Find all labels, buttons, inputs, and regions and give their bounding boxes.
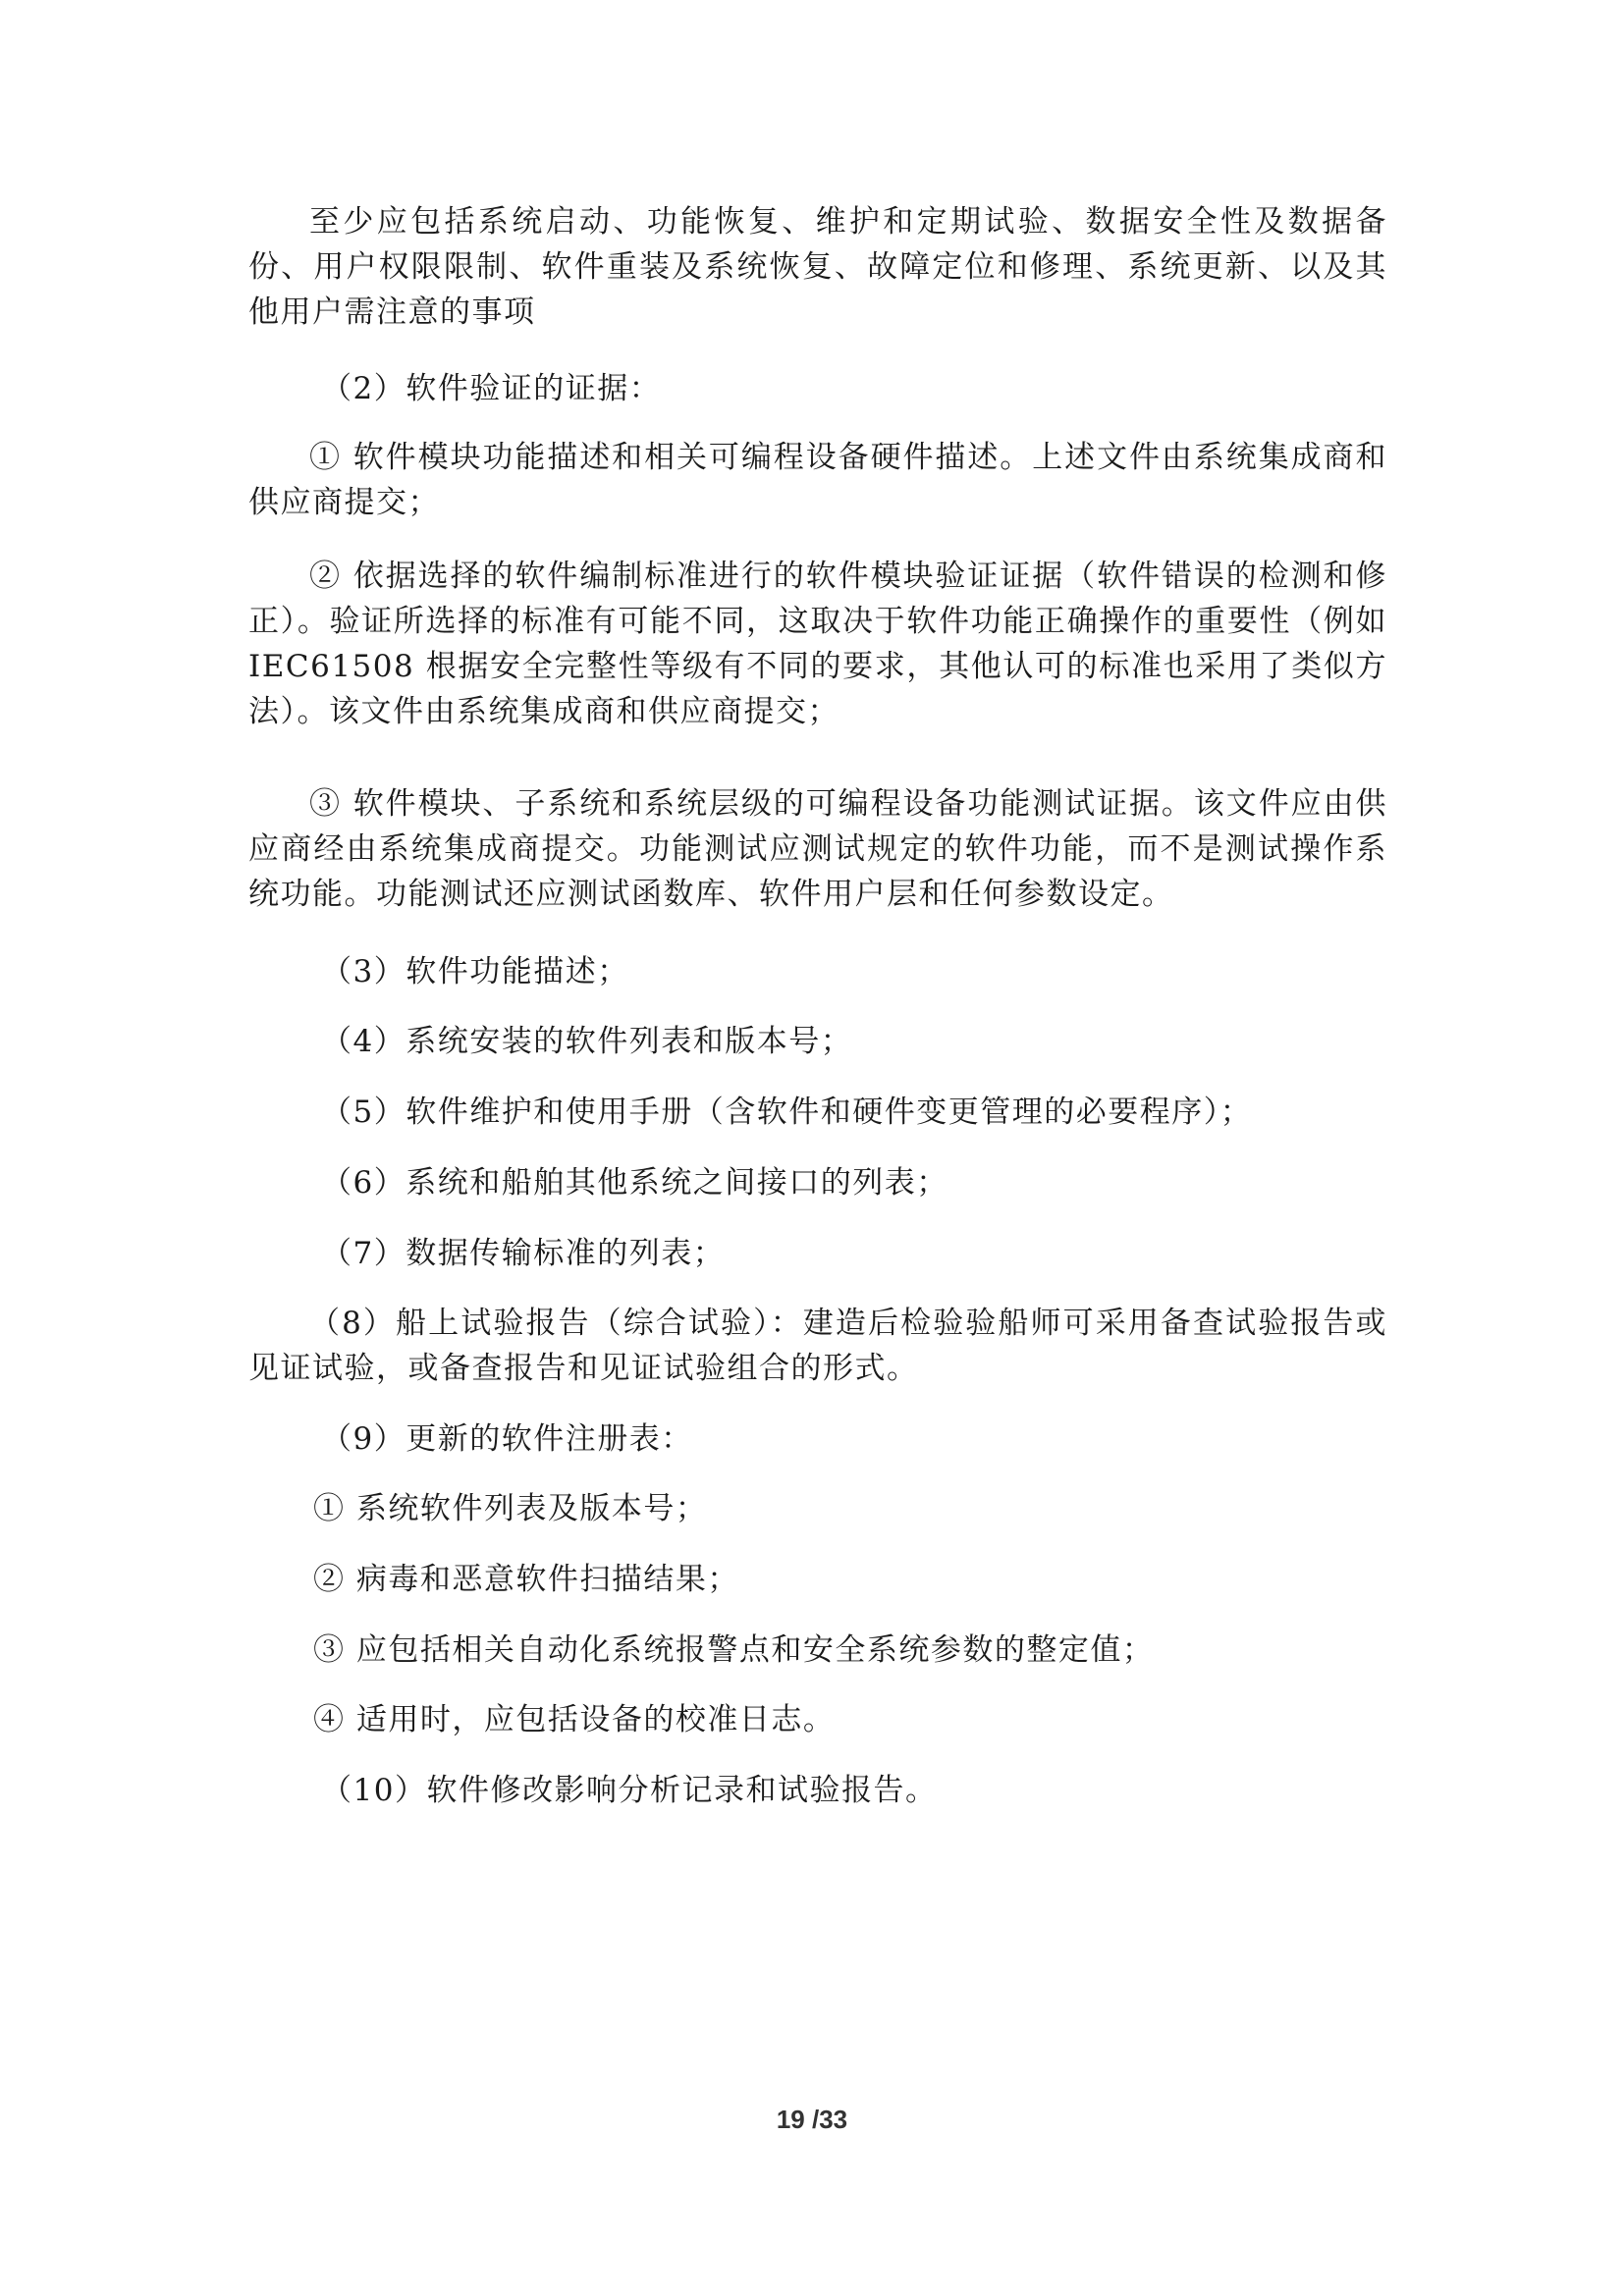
paragraph-maintenance-manual: （5）软件维护和使用手册（含软件和硬件变更管理的必要程序）；	[321, 1095, 1253, 1130]
paragraph-data-standards: （7）数据传输标准的列表；	[321, 1236, 726, 1271]
list-item-virus-scan: ② 病毒和恶意软件扫描结果；	[313, 1562, 739, 1597]
list-item-software-versions: ① 系统软件列表及版本号；	[313, 1491, 708, 1526]
paragraph-item-2-verification-evidence: ② 依据选择的软件编制标准进行的软件模块验证证据（软件错误的检测和修正）。验证所选择的标准有可能不同，这取决于软件功能正确操作的重要性（例如 IEC61508 根据安全完整性等级有不同的要求，其他认可的标准也采用了类似方法）。该文件由系统集成商和供应商提交；	[248, 559, 1387, 729]
paragraph-onboard-test-report: （8）船上试验报告（综合试验）：建造后检验验船师可采用备查试验报告或见证试验，或备查报告和见证试验组合的形式。	[248, 1306, 1387, 1386]
paragraph-item-3-function-test-evidence: ③ 软件模块、子系统和系统层级的可编程设备功能测试证据。该文件应由供应商经由系统集成商提交。功能测试应测试规定的软件功能，而不是测试操作系统功能。功能测试还应测试函数库、软件用户层和任何参数设定。	[248, 786, 1387, 912]
paragraph-software-registry: （9）更新的软件注册表：	[321, 1421, 693, 1457]
paragraph-function-description: （3）软件功能描述；	[321, 954, 629, 989]
page-number: 19 /33	[776, 2105, 848, 2134]
paragraph-software-verification-heading: （2）软件验证的证据：	[321, 371, 662, 406]
list-item-alarm-settings: ③ 应包括相关自动化系统报警点和安全系统参数的整定值；	[313, 1632, 1155, 1668]
paragraph-maintenance-scope: 至少应包括系统启动、功能恢复、维护和定期试验、数据安全性及数据备份、用户权限限制、软件重装及系统恢复、故障定位和修理、系统更新、以及其他用户需注意的事项	[248, 204, 1387, 330]
paragraph-software-list: （4）系统安装的软件列表和版本号；	[321, 1024, 853, 1059]
list-item-calibration-log: ④ 适用时，应包括设备的校准日志。	[313, 1702, 836, 1737]
paragraph-interface-list: （6）系统和船舶其他系统之间接口的列表；	[321, 1165, 948, 1201]
paragraph-item-1-module-description: ① 软件模块功能描述和相关可编程设备硬件描述。上述文件由系统集成商和供应商提交；	[248, 440, 1387, 520]
paragraph-modification-analysis: （10）软件修改影响分析记录和试验报告。	[321, 1773, 938, 1808]
